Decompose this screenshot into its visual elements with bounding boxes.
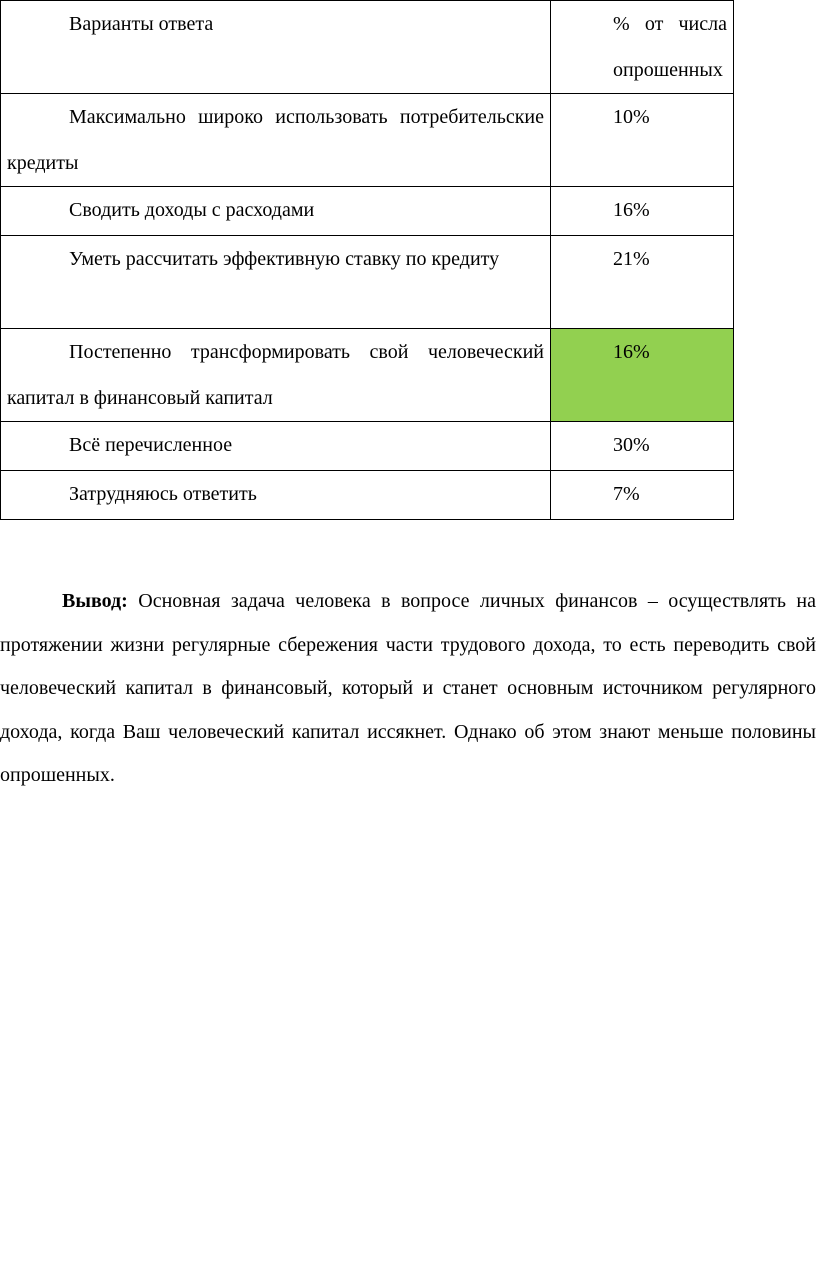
answer-text: Максимально широко использовать потребительские кредиты	[7, 106, 544, 174]
conclusion-paragraph	[0, 580, 816, 798]
header-percent-label: % от числа опрошенных	[613, 13, 727, 81]
table-row-highlighted	[1, 329, 734, 422]
conclusion-lead: Вывод:	[62, 590, 128, 612]
survey-results-table	[0, 0, 734, 520]
percent-cell	[551, 236, 734, 329]
answer-text: Затрудняюсь ответить	[69, 483, 257, 505]
answer-text: Постепенно трансформировать свой человеческий капитал в финансовый капитал	[7, 341, 544, 409]
percent-cell	[551, 471, 734, 520]
percent-cell-highlighted	[551, 329, 734, 422]
answer-cell	[1, 422, 551, 471]
table-row	[1, 187, 734, 236]
percent-value: 16%	[613, 341, 650, 363]
table-row	[1, 471, 734, 520]
header-percent-cell	[551, 1, 734, 94]
conclusion-text: Основная задача человека в вопросе личных финансов – осуществлять на протяжении жизни регулярные сбережения части трудового дохода, то есть переводить свой человеческий капитал в финансовый, который и станет основным источником регулярного дохода, когда Ваш человеческий капитал иссякнет. Однако об этом знают меньше половины опрошенных.	[0, 590, 816, 786]
percent-value: 21%	[613, 248, 650, 270]
table-row	[1, 422, 734, 471]
header-answer-label: Варианты ответа	[69, 13, 214, 35]
answer-cell	[1, 471, 551, 520]
percent-value: 7%	[613, 483, 640, 505]
table-row	[1, 236, 734, 329]
percent-value: 10%	[613, 106, 650, 128]
header-answer-cell	[1, 1, 551, 94]
percent-cell	[551, 422, 734, 471]
answer-cell	[1, 236, 551, 329]
percent-cell	[551, 187, 734, 236]
answer-cell	[1, 94, 551, 187]
percent-cell	[551, 94, 734, 187]
answer-text: Сводить доходы с расходами	[69, 199, 315, 221]
answer-text: Уметь рассчитать эффективную ставку по кредиту	[69, 248, 500, 270]
table-header-row	[1, 1, 734, 94]
table-row	[1, 94, 734, 187]
percent-value: 30%	[613, 434, 650, 456]
answer-cell	[1, 187, 551, 236]
percent-value: 16%	[613, 199, 650, 221]
answer-text: Всё перечисленное	[69, 434, 233, 456]
answer-cell	[1, 329, 551, 422]
